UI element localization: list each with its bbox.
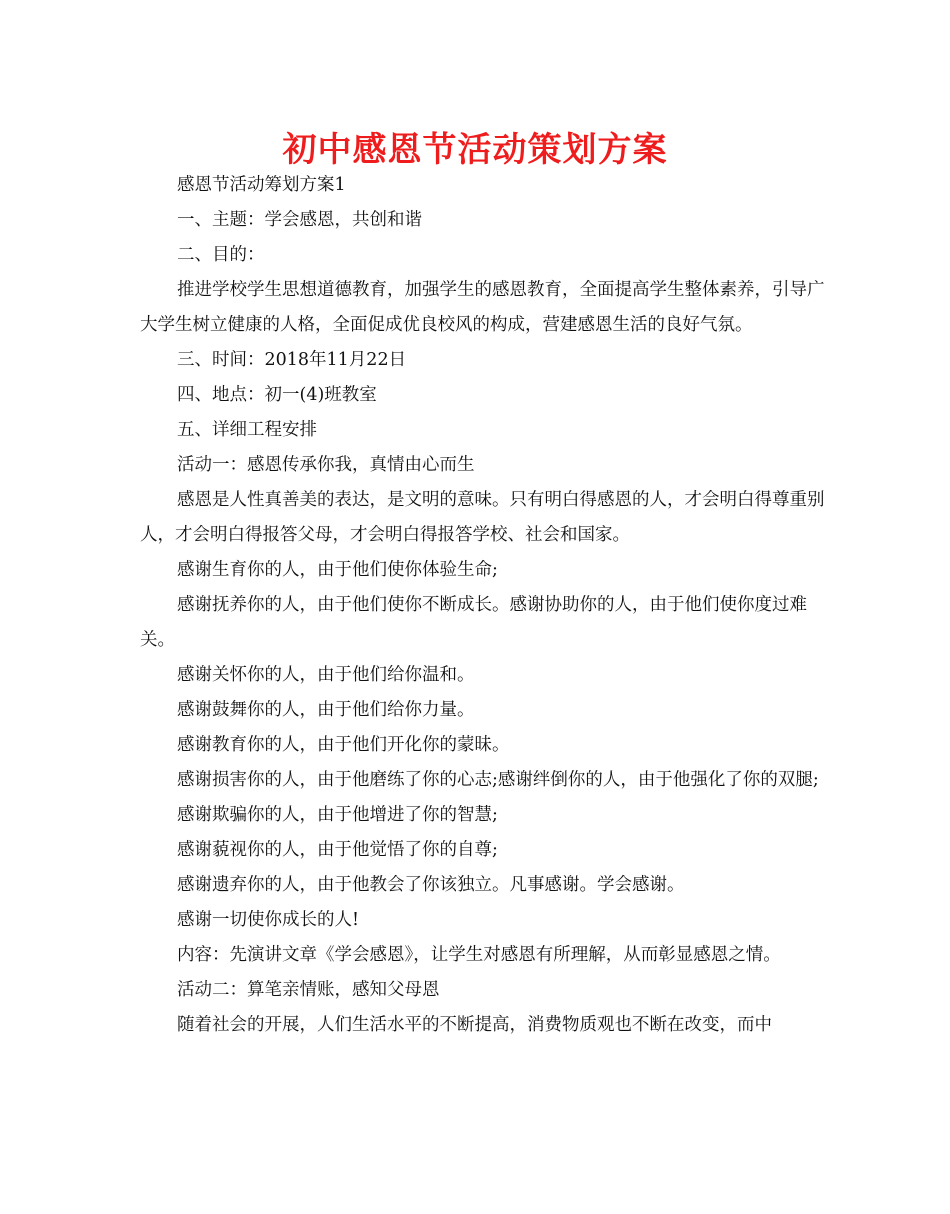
paragraph: 三、时间：2018年11月22日	[177, 350, 407, 370]
paragraph: 感谢生育你的人，由于他们使你体验生命;	[177, 560, 498, 580]
paragraph: 感谢遗弃你的人，由于他教会了你该独立。凡事感谢。学会感谢。	[177, 875, 685, 895]
paragraph: 感谢关怀你的人，由于他们给你温和。	[177, 665, 475, 685]
paragraph: 感谢欺骗你的人，由于他增进了你的智慧;	[177, 805, 498, 825]
paragraph: 感谢藐视你的人，由于他觉悟了你的自尊;	[177, 840, 498, 860]
paragraph: 感恩节活动筹划方案1	[177, 175, 346, 195]
paragraph: 一、主题：学会感恩，共创和谐	[177, 210, 422, 230]
document-title: 初中感恩节活动策划方案	[282, 130, 668, 170]
paragraph: 五、详细工程安排	[177, 420, 317, 440]
paragraph: 四、地点：初一(4)班教室	[177, 385, 377, 405]
paragraph: 感谢抚养你的人，由于他们使你不断成长。感谢协助你的人，由于他们使你度过难关。	[140, 595, 807, 650]
paragraph: 活动一：感恩传承你我，真情由心而生	[177, 455, 475, 475]
paragraph: 感谢教育你的人，由于他们开化你的蒙昧。	[177, 735, 510, 755]
paragraph: 感谢鼓舞你的人，由于他们给你力量。	[177, 700, 475, 720]
paragraph: 感谢一切使你成长的人!	[177, 910, 360, 930]
paragraph: 感恩是人性真善美的表达，是文明的意味。只有明白得感恩的人，才会明白得尊重别人，才会明白得报答父母，才会明白得报答学校、社会和国家。	[140, 490, 825, 545]
paragraph: 随着社会的开展，人们生活水平的不断提高，消费物质观也不断在改变，而中	[177, 1015, 772, 1035]
paragraph: 活动二：算笔亲情账，感知父母恩	[177, 980, 440, 1000]
paragraph: 感谢损害你的人，由于他磨练了你的心志;感谢绊倒你的人，由于他强化了你的双腿;	[177, 770, 819, 790]
paragraph: 内容：先演讲文章《学会感恩》，让学生对感恩有所理解，从而彰显感恩之情。	[177, 945, 781, 965]
paragraph: 推进学校学生思想道德教育，加强学生的感恩教育，全面提高学生整体素养，引导广大学生树立健康的人格，全面促成优良校风的构成，营建感恩生活的良好气氛。	[140, 280, 825, 335]
paragraph: 二、目的：	[177, 245, 265, 265]
document-body	[140, 168, 826, 1043]
